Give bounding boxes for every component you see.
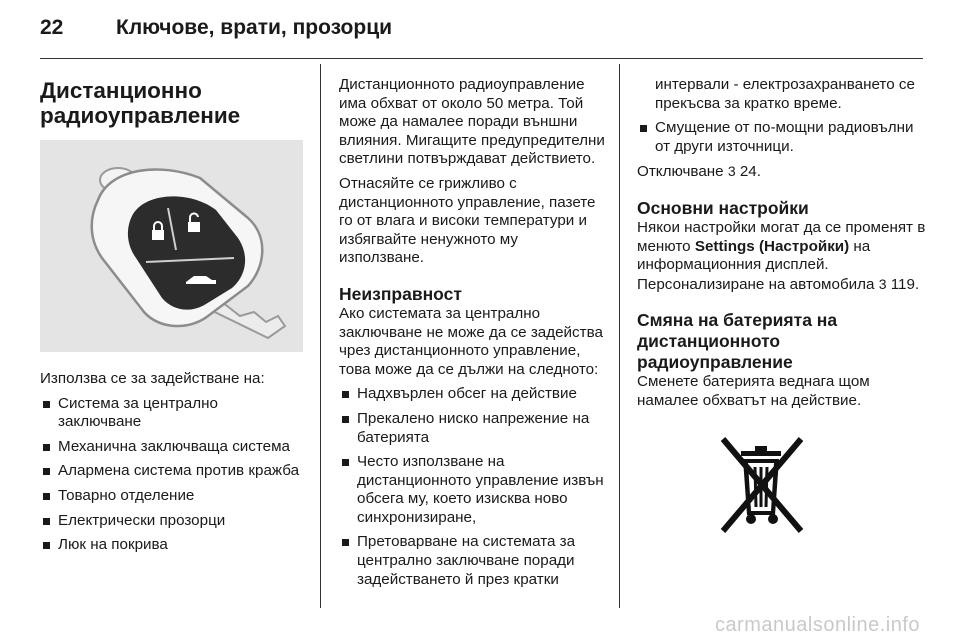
- section-heading-battery: Смяна на батерията на дистанционното радиоуправление: [637, 310, 838, 373]
- continued-text: интервали - електрозахранването се прекъсва за кратко време.: [655, 76, 915, 112]
- list-item: Електрически прозорци: [40, 512, 304, 531]
- section-heading-remote: Дистанционно радиоуправление: [40, 78, 241, 128]
- list-item: Смущение от по-мощни радиовълни от други източници.: [637, 119, 927, 156]
- key-fob-icon: [40, 140, 303, 352]
- intro-text: Използва се за задействане на:: [40, 370, 265, 387]
- list-item: Често използване на дистанционното управление извън обсега му, което изисква ново синхронизиране,: [339, 453, 607, 527]
- settings-paragraph: Някои настройки могат да се променят в менюто Settings (Настройки) на информационния дисплей. Персонализиране на автомобила 3 119.: [637, 218, 926, 293]
- list-item: Товарно отделение: [40, 487, 304, 506]
- interference-list: [637, 119, 927, 156]
- key-fob-illustration: [40, 140, 303, 352]
- list-item: Механична заключваща система: [40, 438, 304, 457]
- unlock-reference: Отключване 3 24.: [637, 163, 761, 181]
- reference-arrow-icon: 3: [727, 163, 736, 180]
- battery-paragraph: Сменете батерията веднага щом намалее обхватът на действие.: [637, 373, 870, 409]
- column-3: [637, 64, 927, 537]
- column-1: [40, 64, 304, 555]
- reference-arrow-icon: 3: [878, 275, 887, 292]
- list-item: Алармена система против кражба: [40, 462, 304, 481]
- malfunction-list: [339, 385, 607, 589]
- running-title: Ключове, врати, прозорци: [116, 16, 393, 39]
- column-2: [339, 64, 607, 589]
- section-heading-settings: Основни настройки: [637, 197, 809, 218]
- page-number: 22: [40, 16, 64, 39]
- list-item: Прекалено ниско напрежение на батерията: [339, 410, 607, 447]
- list-item: Система за централно заключване: [40, 395, 304, 432]
- care-paragraph: Отнасяйте се грижливо с дистанционното управление, пазете го от влага и високи температури и избягвайте ненужното му използване.: [339, 174, 596, 267]
- list-item: Претоварване на системата за централно заключване поради задействането й през кратки: [339, 533, 607, 589]
- weee-symbol: [713, 435, 813, 537]
- crossed-out-bin-icon: [713, 435, 813, 537]
- header-rule: [40, 58, 923, 59]
- range-paragraph: Дистанционното радиоуправление има обхват от около 50 метра. Той може да намалее поради външни влияния. Мигащите предупредителни светлини потвърждават действието.: [339, 76, 605, 168]
- page-header: [40, 16, 920, 46]
- list-item: Люк на покрива: [40, 536, 304, 555]
- settings-menu-link: Settings (Настройки): [694, 237, 850, 255]
- list-item: Надхвърлен обсег на действие: [339, 385, 607, 404]
- watermark: carmanualsonline.info: [714, 614, 920, 636]
- malfunction-paragraph: Ако системата за централно заключване не може да се задейства чрез дистанционното управление, това може да се дължи на следното:: [339, 304, 603, 378]
- function-list: [40, 395, 304, 555]
- section-heading-malfunction: Неизправност: [339, 283, 462, 304]
- column-divider-2: [619, 64, 620, 608]
- column-divider-1: [320, 64, 321, 608]
